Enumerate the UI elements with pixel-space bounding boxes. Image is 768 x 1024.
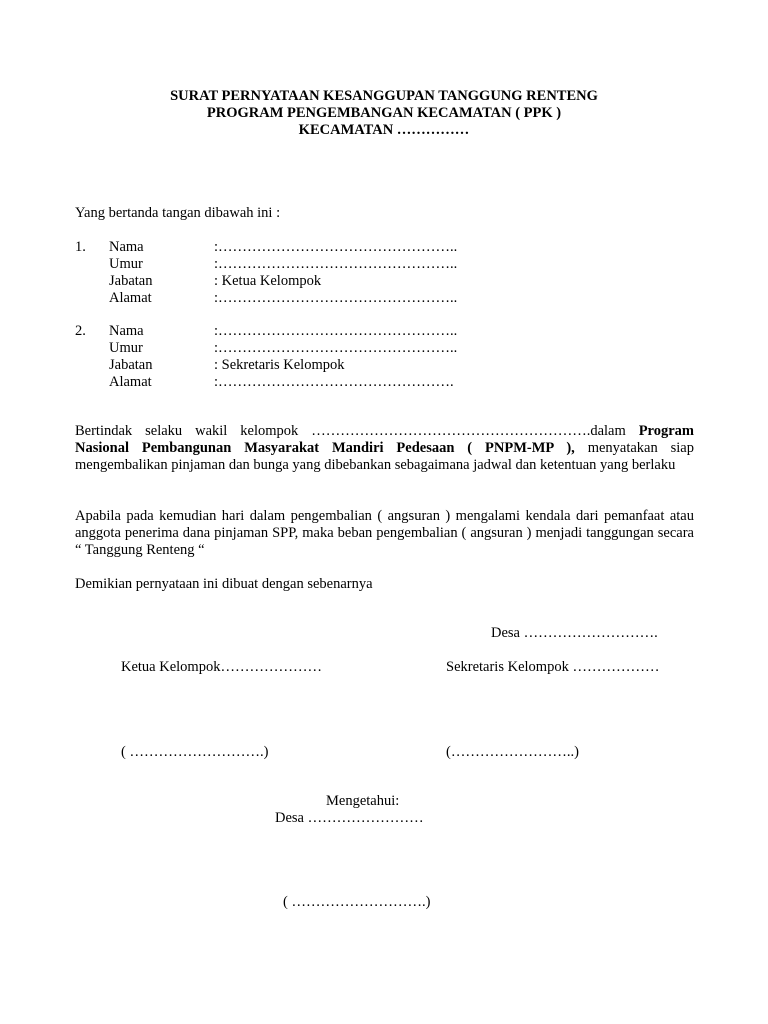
document-title-line2: PROGRAM PENGEMBANGAN KECAMATAN ( PPK ) (206, 105, 562, 121)
village-head-label: Desa …………………… (275, 810, 424, 826)
ketua-kelompok-label: Ketua Kelompok………………… (121, 659, 322, 675)
intro-text: Yang bertanda tangan dibawah ini : (75, 205, 281, 221)
person2-number: 2. (75, 323, 86, 339)
village-date-line: Desa ………………………. (491, 625, 658, 641)
person1-number: 1. (75, 239, 86, 255)
field-label: Umur (109, 340, 143, 356)
field-label: Umur (109, 256, 143, 272)
closing-statement: Demikian pernyataan ini dibuat dengan sebenarnya (75, 576, 373, 592)
document-title-line3: KECAMATAN …………… (298, 122, 470, 138)
statement-text-a: Bertindak selaku wakil kelompok ………………………………………………….dalam (75, 423, 639, 439)
field-value: : Sekretaris Kelompok (214, 357, 345, 373)
joint-liability-paragraph: Apabila pada kemudian hari dalam pengembalian ( angsuran ) mengalami kendala dari pemanfaat atau anggota penerima dana pinjaman SPP, maka beban pengembalian ( angsuran ) menjadi tanggungan secara “ Tanggung Renteng “ (75, 508, 694, 558)
program-name: Program Nasional Pembangunan Masyarakat Mandiri Pedesaan ( PNPM-MP ), (75, 423, 694, 456)
statement-text-b: menyatakan siap mengembalikan pinjaman dan bunga yang dibebankan sebagaimana jadwal dan ketentuan yang berlaku (75, 440, 694, 473)
field-value: :………………………………………….. (214, 290, 458, 306)
sekretaris-kelompok-label: Sekretaris Kelompok ……………… (446, 659, 660, 675)
field-label: Jabatan (109, 273, 153, 289)
field-label: Jabatan (109, 357, 153, 373)
field-value: :………………………………………….. (214, 340, 458, 356)
mengetahui-label: Mengetahui: (326, 793, 400, 809)
ketua-signature-blank: ( ……………………….) (121, 744, 269, 760)
field-value: :………………………………………….. (214, 239, 458, 255)
field-label: Alamat (109, 290, 152, 306)
sekretaris-signature-blank: (……………………..) (446, 744, 579, 760)
field-value: : Ketua Kelompok (214, 273, 322, 289)
field-value: :………………………………………….. (214, 256, 458, 272)
document-title-line1: SURAT PERNYATAAN KESANGGUPAN TANGGUNG RENTENG (170, 88, 598, 104)
village-head-signature-blank: ( ……………………….) (283, 894, 431, 910)
field-label: Nama (109, 239, 144, 255)
field-label: Nama (109, 323, 144, 339)
statement-paragraph (75, 423, 694, 474)
field-value: :………………………………………….. (214, 323, 458, 339)
field-value: :…………………………………………. (214, 374, 454, 390)
field-label: Alamat (109, 374, 152, 390)
